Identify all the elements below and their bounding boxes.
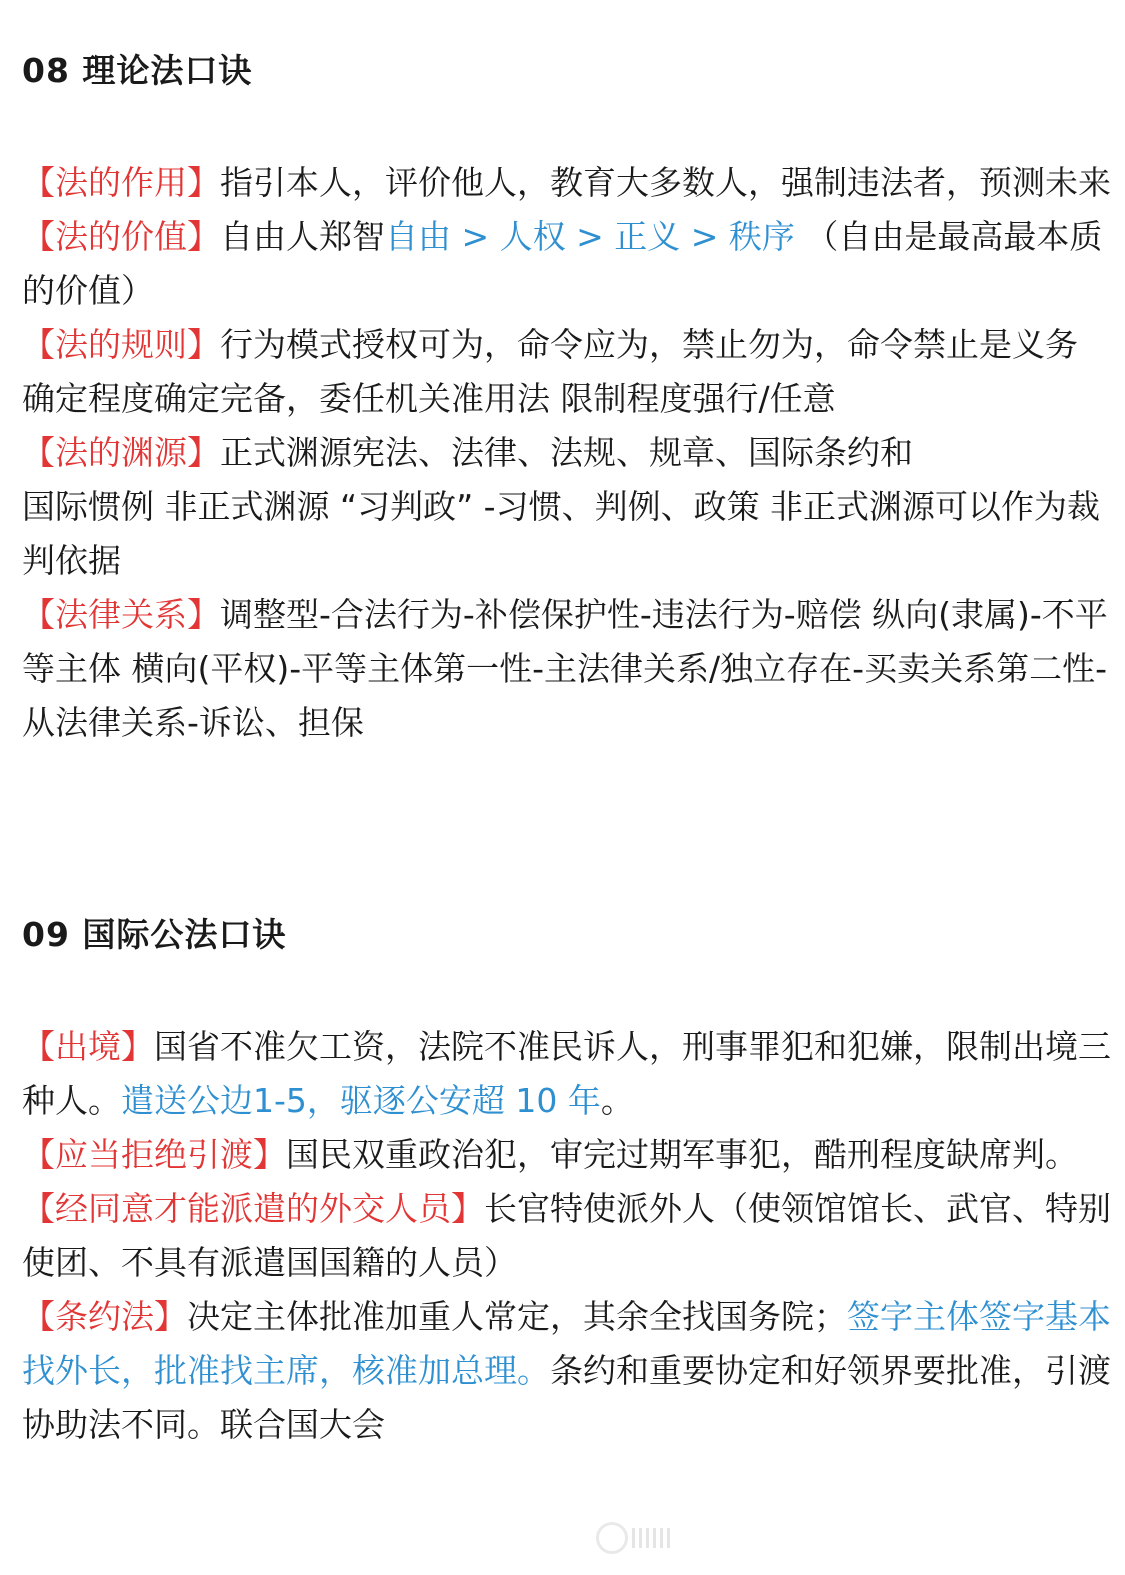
item-highlight: 签字主体签字基本找外长，批准找主席，核准加总理。	[22, 1297, 1111, 1390]
item-text: 国省不准欠工资，法院不准民诉人，刑事罪犯和犯嫌，限制出境三种人。	[22, 1027, 1111, 1120]
mnemonic-item	[22, 156, 1117, 210]
item-text: 长官特使派外人（使领馆馆长、武官、特别使团、不具有派遣国国籍的人员）	[22, 1189, 1111, 1282]
item-keyword: 【条约法】	[22, 1297, 187, 1336]
watermark-bar-icon	[653, 1528, 656, 1548]
item-text: 条约和重要协定和好领界要批准，引渡协助法不同。联合国大会	[22, 1351, 1111, 1444]
item-text: 。	[600, 1081, 634, 1120]
mnemonic-item	[22, 1020, 1117, 1128]
item-text: 自由人郑智	[220, 217, 385, 256]
mnemonic-item	[22, 1290, 1117, 1452]
item-text: 决定主体批准加重人常定，其余全找国务院；	[187, 1297, 847, 1336]
watermark-bar-icon	[667, 1528, 670, 1548]
mnemonic-item	[22, 426, 1117, 588]
section-items	[22, 156, 1117, 750]
watermark-circle-icon	[596, 1522, 628, 1554]
item-keyword: 【法的规则】	[22, 325, 220, 364]
watermark-bar-icon	[646, 1528, 649, 1548]
section-title: 08 理论法口诀	[22, 51, 253, 90]
item-keyword: 【应当拒绝引渡】	[22, 1135, 286, 1174]
watermark-bar-icon	[639, 1528, 642, 1548]
item-keyword: 【法律关系】	[22, 595, 220, 634]
section-title: 09 国际公法口诀	[22, 915, 287, 954]
mnemonic-item	[22, 210, 1117, 318]
watermark-bar-icon	[632, 1528, 635, 1548]
item-text: 国际惯例 非正式渊源 “习判政” -习惯、判例、政策 非正式渊源可以作为裁判依据	[22, 487, 1101, 580]
mnemonic-item	[22, 588, 1117, 750]
item-keyword: 【出境】	[22, 1027, 154, 1066]
section-09-international-law	[22, 914, 1117, 1452]
section-items	[22, 1020, 1117, 1452]
mnemonic-item	[22, 1182, 1117, 1290]
item-highlight: 自由 > 人权 > 正义 > 秩序	[385, 217, 795, 256]
item-text: 指引本人，评价他人，教育大多数人，强制违法者，预测未来	[220, 163, 1111, 202]
section-08-theory-law	[22, 50, 1117, 750]
watermark-bar-icon	[660, 1528, 663, 1548]
item-text: 正式渊源宪法、法律、法规、规章、国际条约和	[220, 433, 913, 472]
item-keyword: 【经同意才能派遣的外交人员】	[22, 1189, 484, 1228]
item-text: 国民双重政治犯，审完过期军事犯，酷刑程度缺席判。	[286, 1135, 1078, 1174]
item-text: 调整型-合法行为-补偿保护性-违法行为-赔偿 纵向(隶属)-不平等主体 横向(平权)-平等主体第一性-主法律关系/独立存在-买卖关系第二性-从法律关系-诉讼、担保	[22, 595, 1108, 742]
item-keyword: 【法的作用】	[22, 163, 220, 202]
item-keyword: 【法的渊源】	[22, 433, 220, 472]
item-highlight: 遣送公边1-5，驱逐公安超 10 年	[121, 1081, 601, 1120]
watermark-logo	[596, 1521, 670, 1555]
item-text: 行为模式授权可为，命令应为，禁止勿为，命令禁止是义务 确定程度确定完备，委任机关准用法 限制程度强行/任意	[22, 325, 1078, 418]
item-keyword: 【法的价值】	[22, 217, 220, 256]
item-text: （自由是最高最本质的价值）	[22, 217, 1103, 310]
mnemonic-item	[22, 318, 1117, 426]
mnemonic-item	[22, 1128, 1117, 1182]
